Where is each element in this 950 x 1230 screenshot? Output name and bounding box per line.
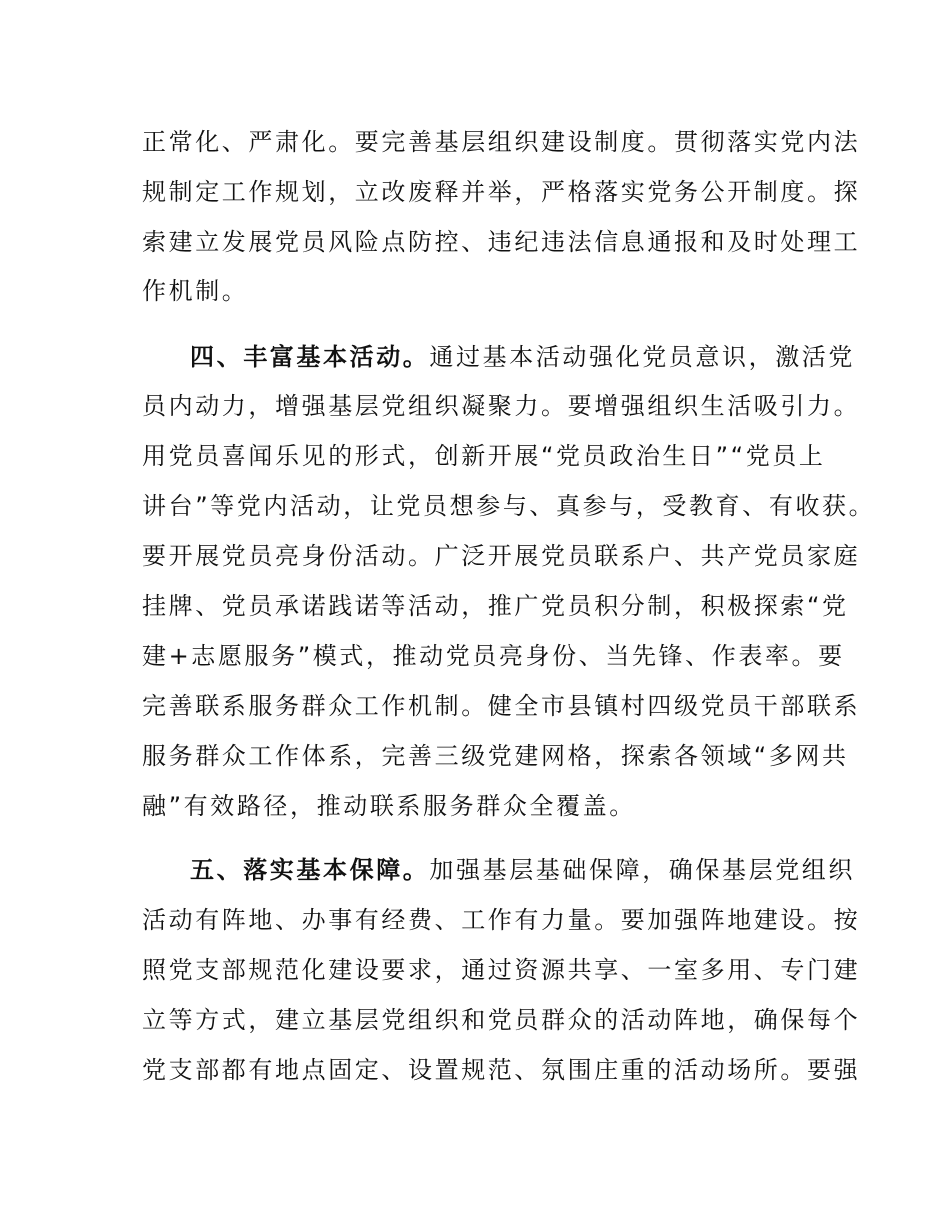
body-text-line: 正常化、严肃化。要完善基层组织建设制度。贯彻落实党内法 [142, 128, 861, 156]
section-intro-text: 通过基本活动强化党员意识，激活党 [429, 343, 856, 371]
body-text-line: 员内动力，增强基层党组织凝聚力。要增强组织生活吸引力。 [142, 392, 861, 420]
body-text-line: 讲台”等党内活动，让党员想参与、真参与，受教育、有收获。 [142, 492, 876, 520]
body-text-line: 要开展党员亮身份活动。广泛开展党员联系户、共产党员家庭 [142, 542, 861, 570]
body-text-line: 立等方式，建立基层党组织和党员群众的活动阵地，确保每个 [142, 1006, 861, 1034]
body-text-line: 索建立发展党员风险点防控、违纪违法信息通报和及时处理工 [142, 228, 861, 256]
body-text-line: 完善联系服务群众工作机制。健全市县镇村四级党员干部联系 [142, 692, 861, 720]
section-heading: 四、丰富基本活动。 [190, 343, 430, 371]
section-five-first-line [190, 850, 855, 890]
body-text-line: 规制定工作规划，立改废释并举，严格落实党务公开制度。探 [142, 178, 861, 206]
body-text-line: 活动有阵地、办事有经费、工作有力量。要加强阵地建设。按 [142, 906, 861, 934]
body-text-line: 用党员喜闻乐见的形式，创新开展“党员政治生日”“党员上 [142, 442, 826, 470]
body-text-line: 照党支部规范化建设要求，通过资源共享、一室多用、专门建 [142, 956, 861, 984]
body-text-line: 挂牌、党员承诺践诺等活动，推广党员积分制，积极探索“党 [142, 592, 849, 620]
section-four-first-line [190, 337, 855, 377]
section-intro-text: 加强基层基础保障，确保基层党组织 [429, 856, 856, 884]
body-text-line: 融”有效路径，推动联系服务群众全覆盖。 [142, 792, 636, 820]
section-heading: 五、落实基本保障。 [190, 856, 430, 884]
body-text-line: 建+志愿服务”模式，推动党员亮身份、当先锋、作表率。要 [142, 642, 845, 670]
body-text-line: 党支部都有地点固定、设置规范、氛围庄重的活动场所。要强 [142, 1056, 861, 1084]
body-text-line: 作机制。 [142, 277, 249, 305]
body-text-line: 服务群众工作体系，完善三级党建网格，探索各领域“多网共 [142, 742, 849, 770]
